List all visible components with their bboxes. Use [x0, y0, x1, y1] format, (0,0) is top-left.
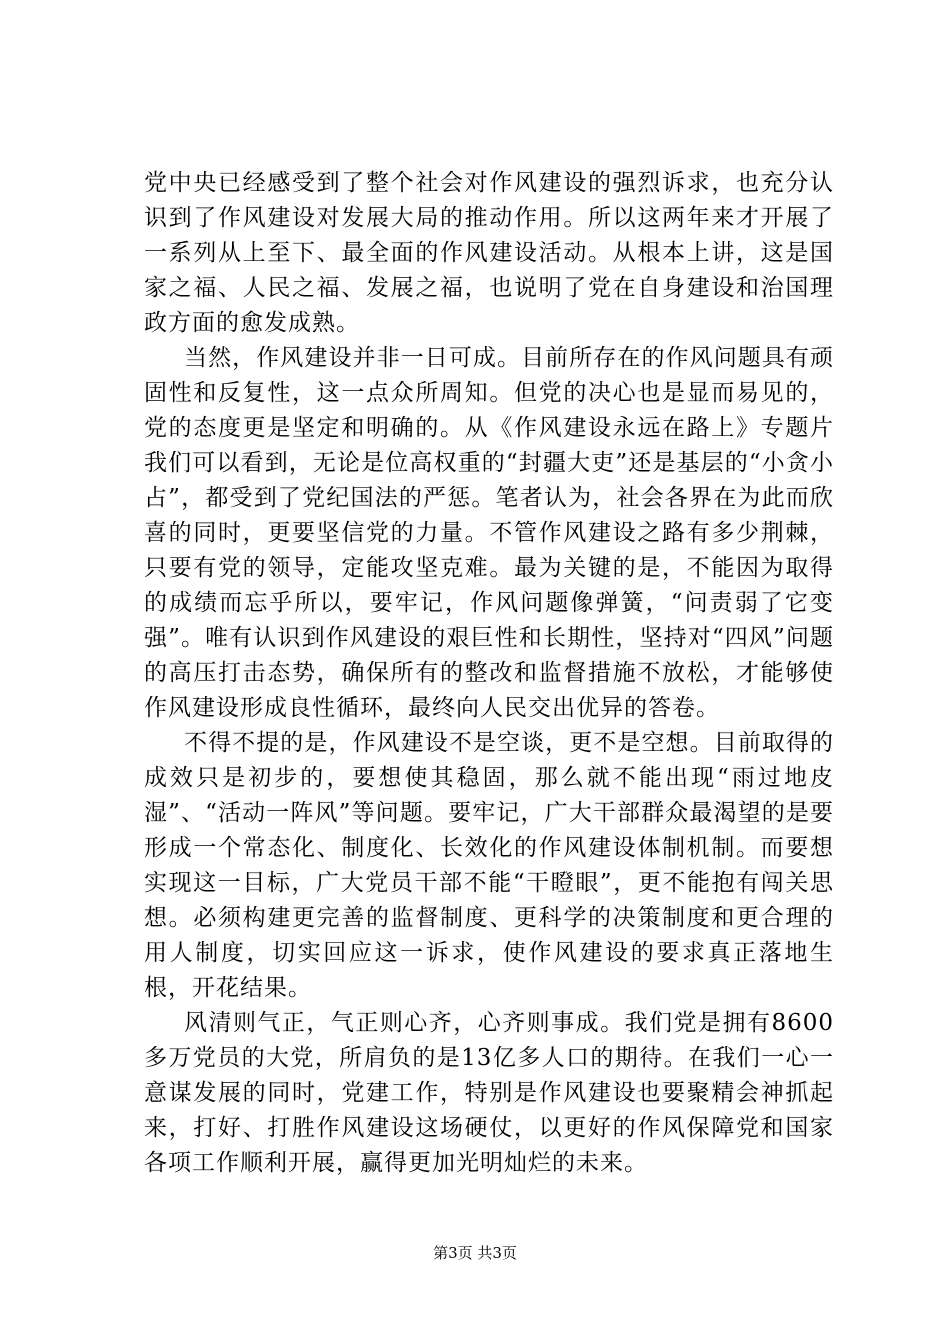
page-footer: 第3页 共3页: [433, 1244, 517, 1262]
document-body: [144, 166, 834, 1181]
paragraph-3: 不得不提的是，作风建设不是空谈，更不是空想。目前取得的成效只是初步的，要想使其稳固，那么就不能出现“雨过地皮湿”、“活动一阵风”等问题。要牢记，广大干部群众最渴望的是要形成一个常态化、制度化、长效化的作风建设体制机制。而要想实现这一目标，广大党员干部不能“干瞪眼”，更不能抱有闯关思想。必须构建更完善的监督制度、更科学的决策制度和更合理的用人制度，切实回应这一诉求，使作风建设的要求真正落地生根，开花结果。: [144, 730, 834, 1001]
paragraph-4: 风清则气正，气正则心齐，心齐则事成。我们党是拥有8600多万党员的大党，所肩负的是13亿多人口的期待。在我们一心一意谋发展的同时，党建工作，特别是作风建设也要聚精会神抓起来，打好、打胜作风建设这场硬仗，以更好的作风保障党和国家各项工作顺利开展，赢得更加光明灿烂的未来。: [144, 1010, 834, 1176]
paragraph-2: 当然，作风建设并非一日可成。目前所存在的作风问题具有顽固性和反复性，这一点众所周知。但党的决心也是显而易见的，党的态度更是坚定和明确的。从《作风建设永远在路上》专题片我们可以看到，无论是位高权重的“封疆大吏”还是基层的“小贪小占”，都受到了党纪国法的严惩。笔者认为，社会各界在为此而欣喜的同时，更要坚信党的力量。不管作风建设之路有多少荆棘，只要有党的领导，定能攻坚克难。最为关键的是，不能因为取得的成绩而忘乎所以，要牢记，作风问题像弹簧，“问责弱了它变强”。唯有认识到作风建设的艰巨性和长期性，坚持对“四风”问题的高压打击态势，确保所有的整改和监督措施不放松，才能够使作风建设形成良性循环，最终向人民交出优异的答卷。: [144, 345, 834, 721]
paragraph-1: 党中央已经感受到了整个社会对作风建设的强烈诉求，也充分认识到了作风建设对发展大局的推动作用。所以这两年来才开展了一系列从上至下、最全面的作风建设活动。从根本上讲，这是国家之福、人民之福、发展之福，也说明了党在自身建设和治国理政方面的愈发成熟。: [144, 170, 834, 336]
